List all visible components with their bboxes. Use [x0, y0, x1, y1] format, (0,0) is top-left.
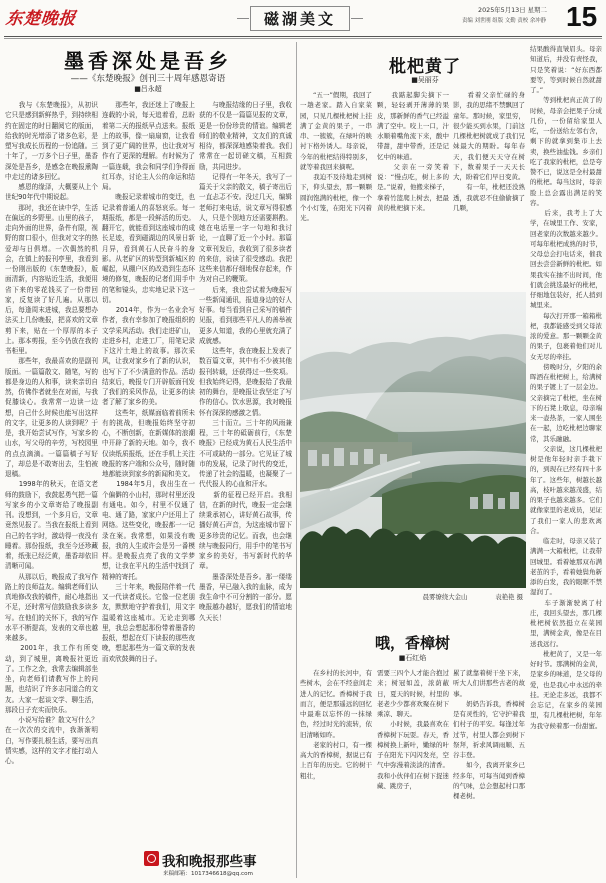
loquat-article-column-1: “五一”假期，我回了一趟老家。踏入自家菜园，只见几棵枇杷树上挂满了金黄的果子，一串串、一簇簇，在绿叶的映衬下格外诱人。母亲说，今年的枇杷结得特别多，就等着我回来摘呢。 我迫不及待地走到树下，仰头望去，那一颗颗圆润饱满的枇杷，像一个个小灯笼，在阳光下闪着光。	[300, 91, 372, 222]
camphor-article-column-2: 需要三四个人才能合抱过来；树冠如盖，浓荫蔽日，夏天的时候，村里的老老少少都喜欢聚在树下乘凉、聊天。 小时候，我最喜欢在香樟树下玩耍。春天，香樟树换上新叶，嫩绿的叶子在阳光下闪闪发亮，空气中弥漫着淡淡的清香。我和小伙伴们在树下捉迷藏、跳房子，	[377, 669, 449, 790]
loquat-article-column-4: 结果酸得直皱眉头。母亲知道后，并没有责怪我，只是笑着说：“好东西都要等，等到时候自然就甜了。” 等到枇杷真正黄了的时候，母亲会把果子分成几份，一份留给家里人吃，一份送给左邻右舍，剩下的就拿到集市上去卖，换些油盐钱。乡亲们吃了我家的枇杷，总是夸赞不已，说这是全村最甜的枇杷。每当这时，母亲脸上总会露出满足的笑容。 后来，我考上了大学，在城里工作、安家，回老家的次数越来越少。可每年枇杷成熟的时节，父母总会打电话来，催我回去尝尝新鲜的枇杷。如果我实在抽不出时间，他们就会挑选最好的枇杷，仔细地包装好，托人捎到城里来。 每次打开那一箱箱枇杷，我都能感受到父母浓浓的爱意。那一颗颗金黄的果子，包裹着他们对儿女无尽的牵挂。 傍晚时分，夕阳的余晖洒在枇杷树上，给满树的果子镀上了一层金边。父亲摘完了枇杷，坐在树下的石凳上歇息，母亲端来一壶热茶，一家人围坐在一起，边吃枇杷边聊家常，其乐融融。 父亲说，这几棵枇杷树是他年轻时亲手栽下的，到现在已经有四十多年了。这些年，树越长越高，枝叶越来越茂盛，结的果子也越来越多。它们就像家里的老成员，见证了我们一家人的悲欢离合。 临走时，母亲又装了满满一大箱枇杷，让我带回城里。看着她那双布满老茧的手，看着她鬓角新添的白发，我的眼眶不禁湿润了。 车子渐渐驶离了村庄，我回头望去，那几棵枇杷树依然挺立在菜园里，满树金黄，像是在目送我远行。 枇杷黄了，又是一年好时节。那满树的金黄，是家乡的味道，是父母的爱，也是我心中永远的牵挂。无论走多远，我都不会忘记，在家乡的菜园里，有几棵枇杷树，年年为我守候着那一份甜蜜。	[530, 45, 602, 730]
ink-article-author: ■吕永超	[134, 85, 162, 93]
photo-caption-title: 晨雾缭绕大金山	[422, 593, 468, 601]
banner-email: 来稿邮箱：1017346618@qq.com	[163, 871, 253, 877]
loquat-article-author: ■吴丽芬	[411, 76, 439, 84]
header-rule-thin	[4, 38, 602, 39]
photo-caption	[300, 592, 523, 601]
ink-article-subtitle: ——《东楚晚报》创刊三十周年感恩寄语	[70, 74, 226, 84]
photo-credit: 袁艳艳 摄	[495, 593, 523, 601]
section-header	[250, 6, 350, 31]
ink-article-column-1: 我与《东楚晚报》，从初识它只是感到新鲜热乎，到持续相约在固定的时日翻阅它的版面，给我的时光增添了诸多色彩，是塑写我成长历程的一份追随。三十年了，一万多个日子里，墨香深处是吾乡，是感念在晚报熏陶中走过的诸多回忆。 感恩的缘泽，大概要从上个世纪90年代中期说起。 那时，我还在读中学，生活在偏远的乡野里。山里的孩子，走向外面的世界，条件有限，视野的窗口很小，但我对文字的热爱却与日俱增。一次偶然的机会，在镇上的报刊亭里，我看到一份刚出版的《东楚晚报》，版面清新，内容贴近生活，我便用省下来的零花钱买了一份带回家，反复读了好几遍。从那以后，每逢周末进城，我总要想办法买上几份晚报，把喜欢的文章剪下来，贴在一个厚厚的本子上。那本剪报，至今仍放在我的书柜里。 那些年，我最喜欢的是副刊版面。一篇篇散文、随笔，写的都是身边的人和事，读来亲切自然，仿佛作者就坐在对面，与我促膝谈心。我常常一边读一边想，自己什么时候也能写出这样的文字，让更多的人读到呢？于是，我开始尝试写作，写家乡的山水，写父母的辛劳，写校园里的点点滴滴。一篇篇稿子写好了，却总是不敢寄出去，生怕被退稿。 1998年的秋天，在语文老师的鼓励下，我鼓起勇气把一篇写家乡的小文章寄给了晚报副刊。没想到，一个多月后，文章竟然见报了。当我在报纸上看到自己的名字时，激动得一夜没有睡着。那份报纸，我至今还珍藏着，纸张已经泛黄，墨香却依旧清晰可闻。 从那以后，晚报成了我写作路上的良师益友。编辑老师们认真地修改我的稿件，耐心地指出不足，还时常写信鼓励我多读多写。在他们的关怀下，我的写作水平不断提高，发表的文章也越来越多。 2001年，我工作有所变动，到了城里，离晚报社更近了。工作之余，我常去编辑部坐坐，向老师们请教写作上的问题，也结识了许多志同道合的文友。大家一起谈文学、聊生活，那段日子充实而快乐。 小说写给谁？散文写什么？在一次次的交流中，我渐渐明白，写作要扎根生活，要写出真情实感，这样的文字才能打动人心。	[5, 101, 98, 765]
banner-logo-icon	[144, 851, 159, 866]
ink-article-title: 墨香深处是吾乡	[64, 49, 232, 73]
newspaper-logo: 东楚晚报	[4, 9, 77, 29]
camphor-article-title: 哦，香樟树	[374, 634, 450, 652]
loquat-article-column-3: 看着父亲忙碌的身影，我的思绪不禁飘回了童年。那时候，家里穷，很少能买到水果，门前这几棵枇杷树就成了我们兄妹最大的期盼。每年春天，我们便天天守在树下，数着果子一天天长大，盼着它们早日变黄。 有一年，枇杷还没熟透，我就忍不住偷偷摘了几颗，	[453, 91, 525, 212]
camphor-article-column-1: 在乡村的长河中，有些树木，会在不经意间走进人的记忆。香樟树于我而言，便是那遥远的回忆中最难以忘怀的一抹绿色，经过时光的流转，依旧清晰如昨。 老家的村口，有一棵高大的香樟树，据说已有上百年的历史。它的树干粗壮，	[300, 669, 372, 780]
banner-title: 我和晚报那些事	[162, 854, 257, 870]
column-divider	[296, 42, 297, 878]
landscape-photo	[300, 292, 526, 588]
loquat-article-title: 枇杷黄了	[389, 57, 461, 77]
section-title: 磁湖美文	[263, 10, 336, 28]
issue-date: 2025年5月13日 星期二	[478, 6, 547, 14]
header-rule	[4, 36, 602, 37]
landscape-photo-svg	[300, 292, 526, 588]
ink-article-column-2: 那些年，我还迷上了晚报上连载的小说，每天追着看，总盼着第二天的报纸早点送来。报纸上的故事，像一扇扇窗，让我看到了更广阔的世界，也让我对写作有了更深的理解。有时候为了一篇连载，我会和同学们争得面红耳赤，讨论主人公的命运和结局。 晚报记录着城市的变迁，也记录着普通人的喜怒哀乐。每一期报纸，都是一段鲜活的历史。翻开它，就能看到这座城市的成长足迹，看到磁湖边的风景日新月异，看到黄石人民奋斗的身影。从老矿区的转型到新城区的崛起，从棚户区的改造到生态环境的修复，晚报的记者们用手中的笔和镜头，忠实地记录下这一切。 2014年，作为一名业余写作者，我有幸参加了晚报组织的文学采风活动。我们走进矿山，走进乡村，走进工厂，用笔记录下这片土地上的故事。那次采风，让我对家乡有了新的认识，也写下了不少满意的作品。活动结束后，晚报专门开辟版面刊发了我们的采风作品，让更多的读者了解了家乡的美。 这些年，纸媒面临着前所未有的挑战，但晚报始终坚守初心，不断创新，在新媒体的浪潮中开辟了新的天地。如今，我不仅读纸质报纸，还在手机上关注晚报的客户端和公众号，随时随地都能读到家乡的新闻和美文。 1984年5月，我出生在一个偏僻的小山村，那时村里还没有通电。如今，村里不仅通了电、通了路，家家户户还用上了网络。这些变化，晚报都一一记录在案。我常想，如果没有晚报，我的人生或许会是另一番模样。是晚报点亮了我的文学梦想，让我在平凡的生活中找到了精神的寄托。 三十年来，晚报陪伴着一代又一代读者成长。它像一位老朋友，默默地守护着我们，用文字温暖着这座城市。无论走到哪里，我总会想起那份带着墨香的报纸，想起在灯下读报的那些夜晚，想起那些为一篇文章的发表而欢欣鼓舞的日子。	[102, 101, 195, 663]
ink-article-column-3: 与晚报结缘的日子里，我收获的不仅是一篇篇见报的文章，更是一份份珍贵的情谊。编辑老师们的敬业精神，文友们的真诚相待，都深深地感染着我。我们常常在一起切磋文稿，互相鼓励，共同进步。 记得有一年冬天，我写了一篇关于父亲的散文，稿子寄出后一直忐忑不安。没过几天，编辑老师打来电话，说文章写得很感人，只是个别地方还需要斟酌。她在电话里一字一句地和我讨论，一直聊了近一个小时。那篇文章刊发后，我收到了很多读者的来信，说读了很受感动。我把这些来信都仔细地保存起来，作为对自己的鞭策。 后来，我也尝试着为晚报写一些新闻通讯，报道身边的好人好事。每当看到自己采写的稿件见报，看到那些平凡人的善举被更多人知道，我的心里就充满了成就感。 这些年，我在晚报上发表了数百篇文章，其中有不少被其他报刊转载，还获得过一些奖项。但我始终记得，是晚报给了我最初的舞台，是晚报让我坚定了写作的信心。饮水思源，我对晚报怀有深深的感激之情。 三十而立。三十年的风雨兼程，三十年的砥砺前行，《东楚晚报》已经成为黄石人民生活中不可或缺的一部分。它见证了城市的发展，记录了时代的变迁，传递了社会的温暖，也凝聚了一代代报人的心血和汗水。 新的征程已经开启。我相信，在新的时代，晚报一定会继续秉承初心，讲好黄石故事，传播好黄石声音，为这座城市留下更多珍贵的记忆。而我，也会继续与晚报同行，用手中的笔书写家乡的美好，书写新时代的华章。 墨香深处是吾乡。那一缕缕墨香，早已融入我的血脉，成为我生命中不可分割的一部分。愿晚报越办越好，愿我们的情谊地久天长！	[199, 101, 292, 622]
page-number: 15	[566, 1, 598, 32]
loquat-article-column-2: 我踮起脚尖摘下一颗，轻轻剥开薄薄的果皮，那新鲜的香气已经溢满了空中。咬上一口，汁水顺着嘴角流下来，酸中带甜，甜中带香，还是记忆中的味道。 父亲在一旁笑着说：“慢点吃，树上多的是。”说着，他搬来梯子，拿着竹篮爬上树去，把最黄的枇杷摘下来。	[377, 91, 449, 212]
camphor-article-column-3: 累了就靠着树干坐下来，听大人们讲那些古老的故事。 奶奶告诉我，香樟树是有灵性的，它守护着我们村子的平安。每逢过年过节，村里人都会到树下祭拜，祈求风调雨顺、五谷丰登。 如今，我离开家乡已经多年，可每当闻到香樟的气味，总会想起村口那棵老树。	[453, 669, 525, 800]
column-banner	[142, 849, 294, 879]
camphor-article-author: ■石红焰	[398, 654, 427, 662]
editor-credits: 责编 刘世刚 组版 文勤 责校 余冲静	[462, 18, 547, 24]
